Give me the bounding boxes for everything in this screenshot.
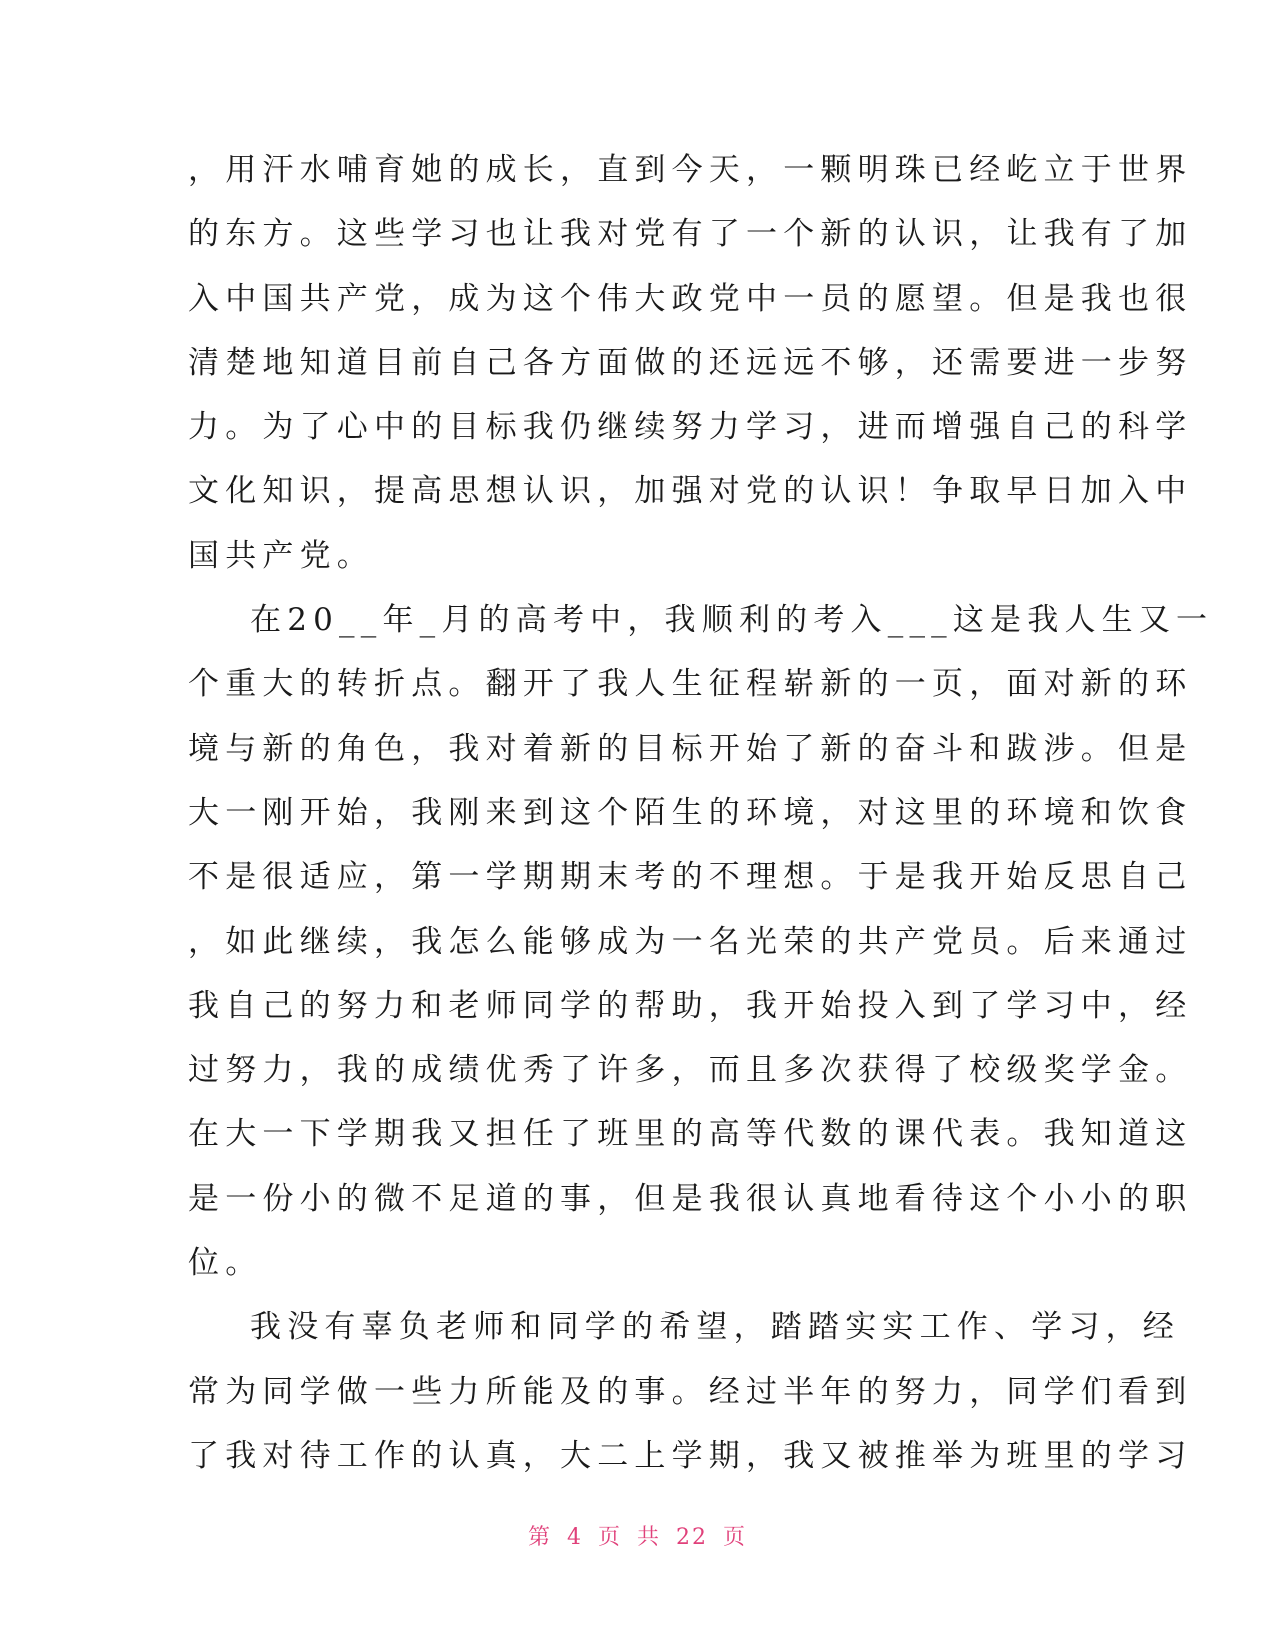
text-line: 大一刚开始，我刚来到这个陌生的环境，对这里的环境和饮食 [188, 794, 1193, 831]
text-line: 个重大的转折点。翻开了我人生征程崭新的一页，面对新的环 [188, 666, 1193, 703]
page-number-footer: 第 4 页 共 22 页 [528, 1525, 747, 1550]
text-line: 在20__年_月的高考中，我顺利的考入___这是我人生又一 [250, 602, 1214, 639]
text-line: 的东方。这些学习也让我对党有了一个新的认识，让我有了加 [188, 216, 1193, 253]
text-line: 文化知识，提高思想认识，加强对党的认识！争取早日加入中 [188, 473, 1193, 510]
text-line: 过努力，我的成绩优秀了许多，而且多次获得了校级奖学金。 [188, 1052, 1193, 1089]
text-line: 入中国共产党，成为这个伟大政党中一员的愿望。但是我也很 [188, 280, 1193, 317]
text-line: ，如此继续，我怎么能够成为一名光荣的共产党员。后来通过 [188, 923, 1193, 960]
text-line: 国共产党。 [188, 537, 374, 574]
text-line: 是一份小的微不足道的事，但是我很认真地看待这个小小的职 [188, 1180, 1193, 1217]
text-line: 常为同学做一些力所能及的事。经过半年的努力，同学们看到 [188, 1373, 1193, 1410]
text-line: ，用汗水哺育她的成长，直到今天，一颗明珠已经屹立于世界 [188, 152, 1193, 188]
text-line: 力。为了心中的目标我仍继续努力学习，进而增强自己的科学 [188, 409, 1193, 446]
text-line: 清楚地知道目前自己各方面做的还远远不够，还需要进一步努 [188, 344, 1193, 381]
text-line: 了我对待工作的认真，大二上学期，我又被推举为班里的学习 [188, 1437, 1193, 1474]
text-line: 位。 [188, 1245, 263, 1282]
text-line: 在大一下学期我又担任了班里的高等代数的课代表。我知道这 [188, 1116, 1193, 1153]
text-line: 不是很适应，第一学期期末考的不理想。于是我开始反思自己 [188, 859, 1193, 896]
text-line: 我自己的努力和老师同学的帮助，我开始投入到了学习中，经 [188, 987, 1193, 1024]
text-line: 境与新的角色，我对着新的目标开始了新的奋斗和跋涉。但是 [188, 730, 1193, 767]
document-body [188, 138, 1214, 1488]
text-line: 我没有辜负老师和同学的希望，踏踏实实工作、学习，经 [250, 1309, 1180, 1346]
